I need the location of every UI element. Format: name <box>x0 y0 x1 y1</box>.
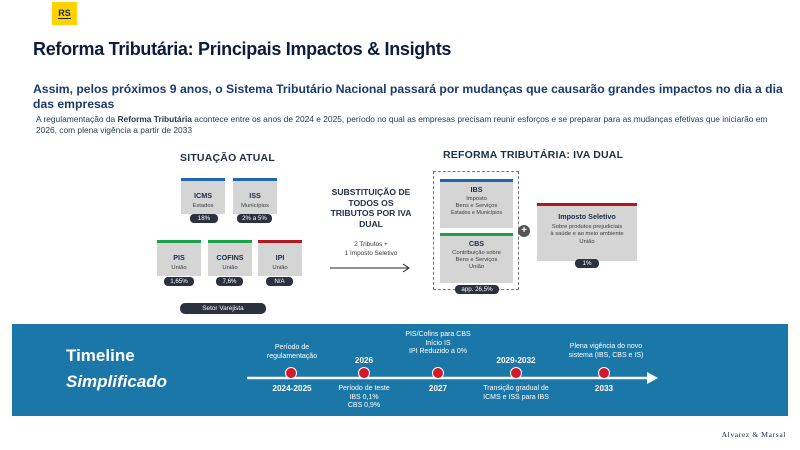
timeline-text-line: CBS 0,9% <box>347 402 381 410</box>
plus-icon: + <box>518 225 530 237</box>
tax-desc: Bens e Serviços <box>455 257 498 263</box>
timeline-text-line: Início IS <box>425 339 451 347</box>
tax-rate-cofins: 7,6% <box>216 277 243 286</box>
timeline-subtitle: Simplificado <box>66 372 168 391</box>
tax-scope: Municípios <box>241 203 269 209</box>
timeline-text-line: Período de teste <box>338 385 390 392</box>
sector-label: Setor Varejista <box>180 303 266 314</box>
timeline-dot-2024 <box>285 367 297 379</box>
tax-name: Imposto Seletivo <box>558 212 616 221</box>
timeline-dot-2026 <box>358 367 370 379</box>
tax-scope: União <box>222 265 238 271</box>
timeline-text-line: IBS 0,1% <box>349 393 379 401</box>
timeline-description <box>556 343 656 360</box>
tax-card-iss <box>233 178 277 214</box>
substitution-note <box>330 240 412 258</box>
tax-scope: Estados <box>192 203 214 209</box>
timeline-dot-2027 <box>432 367 444 379</box>
arrow-right-icon <box>330 262 412 274</box>
timeline-text-line: PIS/Cofins para CBS <box>405 331 471 338</box>
tax-desc: à saúde e ao meio ambiente <box>550 231 624 237</box>
tax-name: ISS <box>249 191 261 200</box>
timeline-year: 2027 <box>428 384 448 393</box>
timeline-dot-2029 <box>510 367 522 379</box>
timeline-description: Período de regulamentação <box>266 344 318 360</box>
brand-logo: RS <box>52 2 77 25</box>
timeline-description <box>388 331 488 357</box>
timeline-text-line: Transição gradual de <box>483 385 549 392</box>
timeline-text-line: sistema (IBS, CBS e IS) <box>568 351 644 359</box>
tax-scope: União <box>272 265 288 271</box>
tax-name: PIS <box>173 253 185 262</box>
timeline-dot-2033 <box>598 367 610 379</box>
timeline-year: 2024-2025 <box>272 384 312 393</box>
tax-scope: União <box>468 264 485 270</box>
tax-desc: Contribuição sobre <box>452 250 501 256</box>
timeline-year: 2029-2032 <box>496 356 536 365</box>
selective-rate-badge: 1% <box>575 259 599 268</box>
footer-brand: Alvarez & Marsal <box>721 430 786 439</box>
tax-desc: Bens e Serviços <box>455 203 498 209</box>
tax-card-cofins <box>208 240 252 276</box>
tax-card-ibs <box>440 179 513 228</box>
page-title: Reforma Tributária: Principais Impactos & Insights <box>33 39 452 59</box>
combined-rate-badge: app. 26,5% <box>455 285 499 294</box>
timeline-year: 2033 <box>594 384 614 393</box>
tax-card-icms <box>181 178 225 214</box>
tax-desc: Imposto <box>466 196 487 202</box>
tax-card-cbs <box>440 233 513 283</box>
subtitle: Assim, pelos próximos 9 anos, o Sistema Tributário Nacional passará por mudanças que causarão grandes impactos no dia a dia das empresas <box>33 82 783 111</box>
timeline-title: Timeline <box>66 346 135 365</box>
tax-rate-icms: 18% <box>190 214 218 223</box>
tax-card-selective <box>537 203 637 261</box>
tax-scope: União <box>579 239 595 245</box>
timeline-year: 2026 <box>354 356 374 365</box>
tax-rate-ipi: N/A <box>266 277 293 286</box>
timeline-description <box>322 385 406 411</box>
tax-card-ipi <box>258 240 302 276</box>
tax-rate-iss: 2% a 5% <box>237 214 272 223</box>
reform-heading: REFORMA TRIBUTÁRIA: IVA DUAL <box>443 149 624 161</box>
tax-name: COFINS <box>216 253 244 262</box>
timeline-text-line: ICMS e ISS para IBS <box>483 393 549 401</box>
tax-desc: Sobre produtos prejudiciais <box>551 224 623 230</box>
tax-scope: Estados e Municípios <box>450 210 503 216</box>
current-situation-heading: SITUAÇÃO ATUAL <box>180 152 275 164</box>
timeline-description <box>470 385 562 402</box>
tax-name: IBS <box>470 185 483 194</box>
tax-rate-pis: 1,65% <box>164 277 194 286</box>
tax-name: ICMS <box>194 191 212 200</box>
intro-paragraph: A regulamentação da Reforma Tributária acontece entre os anos de 2024 e 2025, período no qual as empresas precisam reunir esforços e se preparar para as mudanças efetivas que iniciarão em 2026, com plena vigência a partir de 2033 <box>36 114 768 135</box>
timeline-text-line: IPI Reduzido a 0% <box>409 348 467 356</box>
timeline-text-line: Plena vigência do novo <box>569 343 643 350</box>
tax-scope: União <box>171 265 187 271</box>
note-line: 2 Tributos + <box>354 241 388 248</box>
tax-card-pis <box>157 240 201 276</box>
tax-name: IPI <box>275 253 285 262</box>
tax-name: CBS <box>468 239 485 248</box>
note-line: 1 Imposto Seletivo <box>344 250 398 257</box>
substitution-title: SUBSTITUIÇÃO DE TODOS OS TRIBUTOS POR IVA DUAL <box>330 187 412 229</box>
